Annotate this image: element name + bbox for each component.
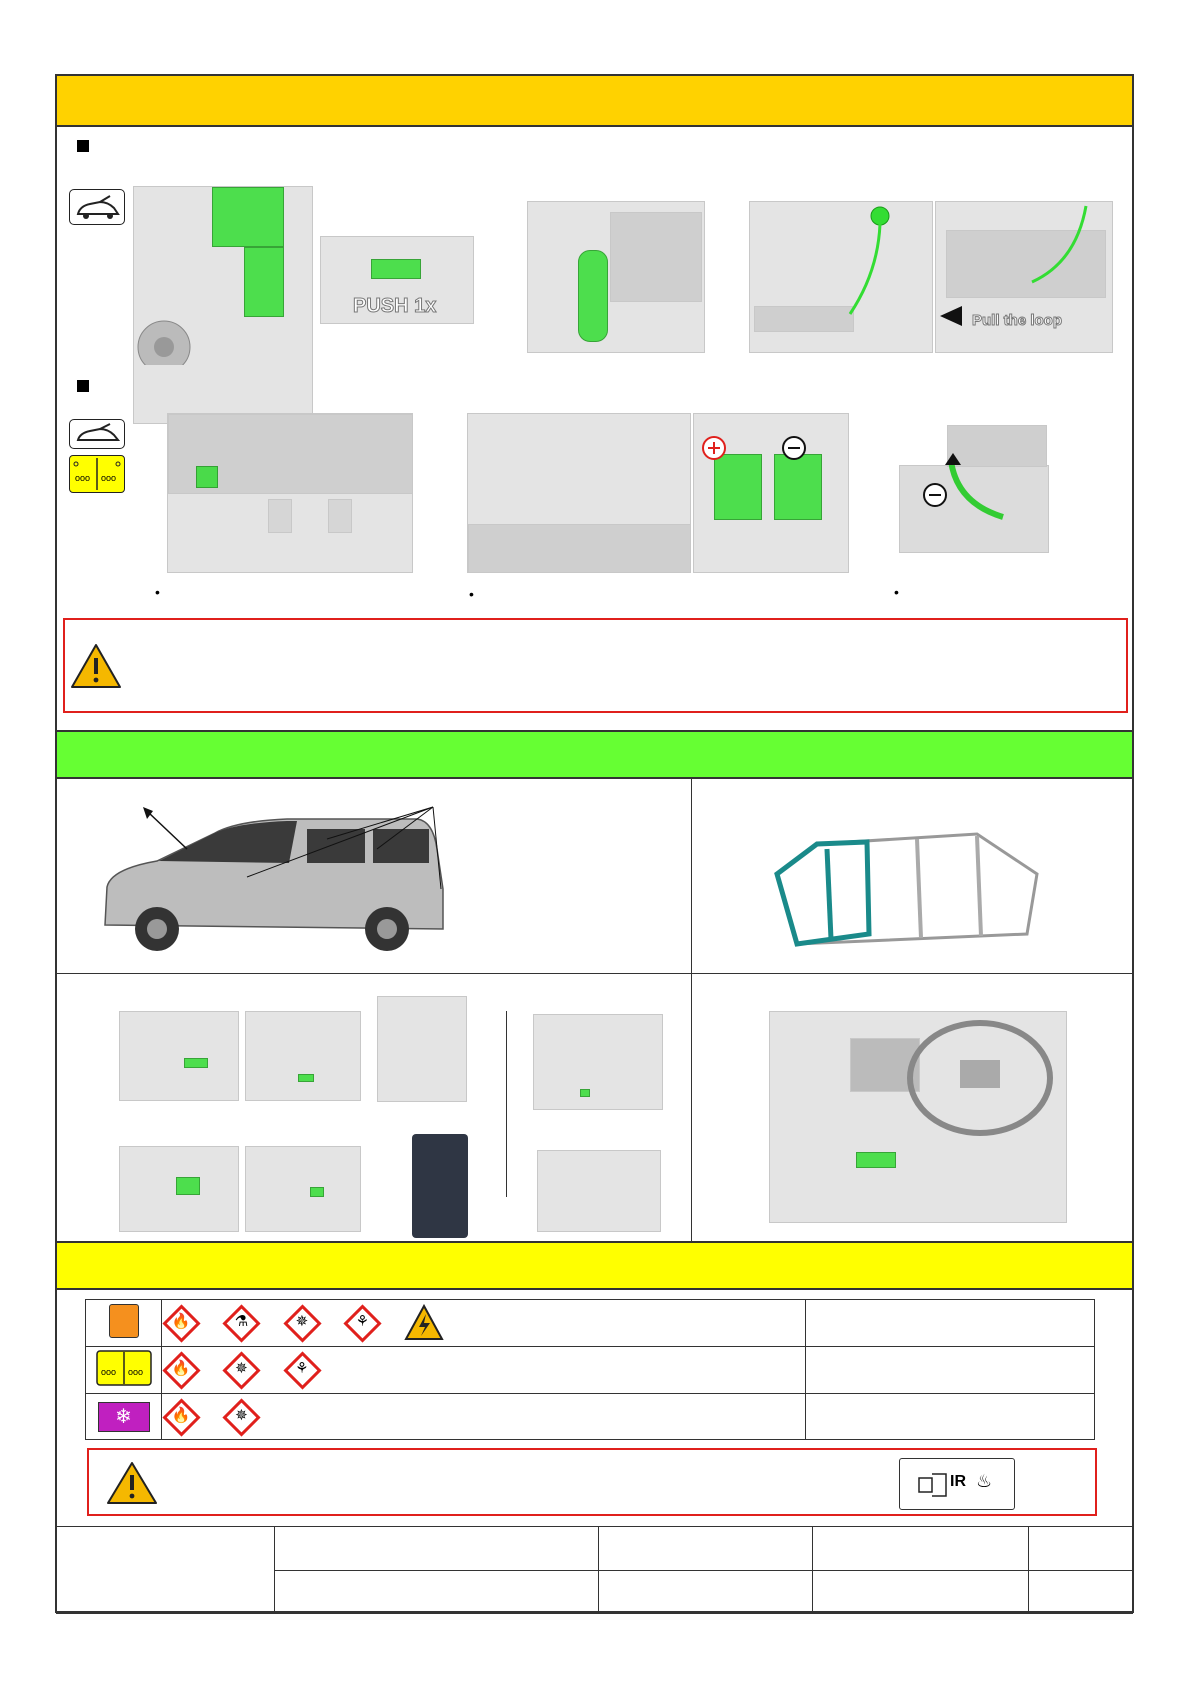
refrigerant-note bbox=[806, 1394, 1095, 1440]
cockpit-image bbox=[769, 1011, 1067, 1223]
footer-cell-2-1 bbox=[275, 1571, 599, 1614]
footer-row-1 bbox=[57, 1527, 1133, 1571]
infrared-heat-icon bbox=[899, 1458, 1015, 1510]
refrigerant-icon-cell bbox=[86, 1394, 162, 1440]
bullet-3: • bbox=[894, 584, 899, 600]
hazard-row-refrigerant bbox=[86, 1394, 1095, 1440]
hood-release-image bbox=[167, 413, 413, 573]
battery-icon bbox=[69, 455, 125, 493]
trunk-lid bbox=[610, 212, 702, 302]
pedal-1 bbox=[268, 499, 292, 533]
grid-divider-vertical bbox=[691, 779, 692, 1241]
pull-label: Pull the loop bbox=[972, 312, 1062, 329]
ir-label: IR bbox=[950, 1473, 966, 1490]
footer-cell-2-2 bbox=[599, 1571, 813, 1614]
flame-icon: 🔥 bbox=[162, 1304, 200, 1342]
hv-label bbox=[444, 1314, 464, 1330]
refrigerant-label bbox=[278, 1408, 298, 1424]
push-label: PUSH 1x bbox=[353, 295, 437, 317]
battery-compartment-image bbox=[693, 413, 849, 573]
footer-cell-1-4 bbox=[1029, 1527, 1133, 1571]
seat-4-control bbox=[176, 1177, 200, 1195]
hazard-band bbox=[57, 1241, 1132, 1290]
tailgate-handle-highlight bbox=[244, 247, 284, 317]
health-hazard-icon-2: ✵ bbox=[222, 1351, 260, 1389]
corrosive-icon: ⚗ bbox=[222, 1304, 260, 1342]
seat-5-control bbox=[310, 1187, 324, 1197]
hood-open-icon bbox=[69, 189, 125, 225]
hv-battery-icon bbox=[109, 1304, 139, 1338]
seat-2-control bbox=[298, 1074, 314, 1082]
warning-box-bottom bbox=[87, 1448, 1097, 1516]
hood-release-highlight bbox=[196, 466, 218, 488]
body-structure-image bbox=[757, 814, 1057, 964]
footer-cell-1-2 bbox=[599, 1527, 813, 1571]
footer-cell-2-4 bbox=[1029, 1571, 1133, 1614]
footer-cell-2-3 bbox=[813, 1571, 1029, 1614]
seat-image-4 bbox=[119, 1146, 239, 1232]
bullet-1: • bbox=[155, 584, 160, 600]
12v-battery-image bbox=[887, 413, 1059, 573]
lv-battery-icon-cell bbox=[86, 1347, 162, 1394]
health-hazard-icon-3: ✵ bbox=[222, 1398, 260, 1436]
hood-open-icon-2 bbox=[69, 419, 125, 449]
trunk-panel-highlight bbox=[578, 250, 608, 342]
svg-text:ooo: ooo bbox=[127, 1366, 143, 1377]
heat-waves-icon: ♨ bbox=[976, 1471, 993, 1491]
snowflake-icon: ❄ bbox=[98, 1402, 150, 1432]
pedal-2 bbox=[328, 499, 352, 533]
push-button-highlight bbox=[371, 259, 421, 279]
rear-bench-latch bbox=[580, 1089, 590, 1097]
lv-pictograms bbox=[162, 1347, 806, 1394]
seat-divider bbox=[506, 1011, 507, 1197]
lv-note bbox=[806, 1347, 1095, 1394]
hv-pictograms bbox=[162, 1300, 806, 1347]
footer-table bbox=[56, 1526, 1133, 1614]
seat-image-3 bbox=[377, 996, 467, 1102]
svg-text:ooo: ooo bbox=[101, 473, 117, 483]
rear-bench-image-2 bbox=[537, 1150, 661, 1232]
warning-box-top bbox=[63, 618, 1128, 713]
hazard-row-12v bbox=[86, 1347, 1095, 1394]
tailgate-image bbox=[133, 186, 313, 424]
hazard-table bbox=[85, 1299, 1095, 1440]
svg-text:ooo: ooo bbox=[75, 473, 91, 483]
seat-image-2 bbox=[245, 1011, 361, 1101]
rear-bench-image-1 bbox=[533, 1014, 663, 1110]
svg-text:ooo: ooo bbox=[100, 1366, 116, 1377]
steering-adjust-lever bbox=[856, 1152, 896, 1168]
footer-logo-cell bbox=[57, 1527, 275, 1614]
section2-marker bbox=[77, 380, 89, 392]
grid-divider-horizontal bbox=[57, 973, 1132, 974]
push-button-closeup bbox=[320, 236, 474, 324]
lv-label bbox=[339, 1361, 359, 1377]
trunk-interior-image bbox=[527, 201, 705, 353]
structure-band bbox=[57, 730, 1132, 779]
environment-icon-2: ⚘ bbox=[283, 1351, 321, 1389]
vehicle-side-view bbox=[97, 789, 487, 969]
tailgate-highlight bbox=[212, 187, 284, 247]
section1-marker bbox=[77, 140, 89, 152]
warning-triangle-icon bbox=[69, 642, 123, 690]
pull-loop-closeup bbox=[935, 201, 1113, 353]
footer-cell-1-1 bbox=[275, 1527, 599, 1571]
lv-battery-icon bbox=[96, 1350, 152, 1386]
hv-note bbox=[806, 1300, 1095, 1347]
front-hood-open-image bbox=[467, 413, 691, 573]
header-band bbox=[57, 76, 1132, 127]
flame-icon-3: 🔥 bbox=[162, 1398, 200, 1436]
front-bumper bbox=[468, 524, 691, 573]
footer-cell-1-3 bbox=[813, 1527, 1029, 1571]
flame-icon-2: 🔥 bbox=[162, 1351, 200, 1389]
bullet-2: • bbox=[469, 586, 474, 602]
high-voltage-icon bbox=[404, 1304, 444, 1342]
seat-image-1 bbox=[119, 1011, 239, 1101]
seat-image-5 bbox=[245, 1146, 361, 1232]
environment-icon: ⚘ bbox=[343, 1304, 381, 1342]
warning-triangle-icon-2 bbox=[105, 1460, 159, 1506]
health-hazard-icon: ✵ bbox=[283, 1304, 321, 1342]
hazard-row-hv bbox=[86, 1300, 1095, 1347]
trunk-floor-image bbox=[749, 201, 933, 353]
seat-control-screen bbox=[412, 1134, 468, 1238]
rescue-sheet bbox=[55, 74, 1134, 1613]
refrigerant-pictograms bbox=[162, 1394, 806, 1440]
seat-1-control bbox=[184, 1058, 208, 1068]
hv-battery-icon-cell bbox=[86, 1300, 162, 1347]
